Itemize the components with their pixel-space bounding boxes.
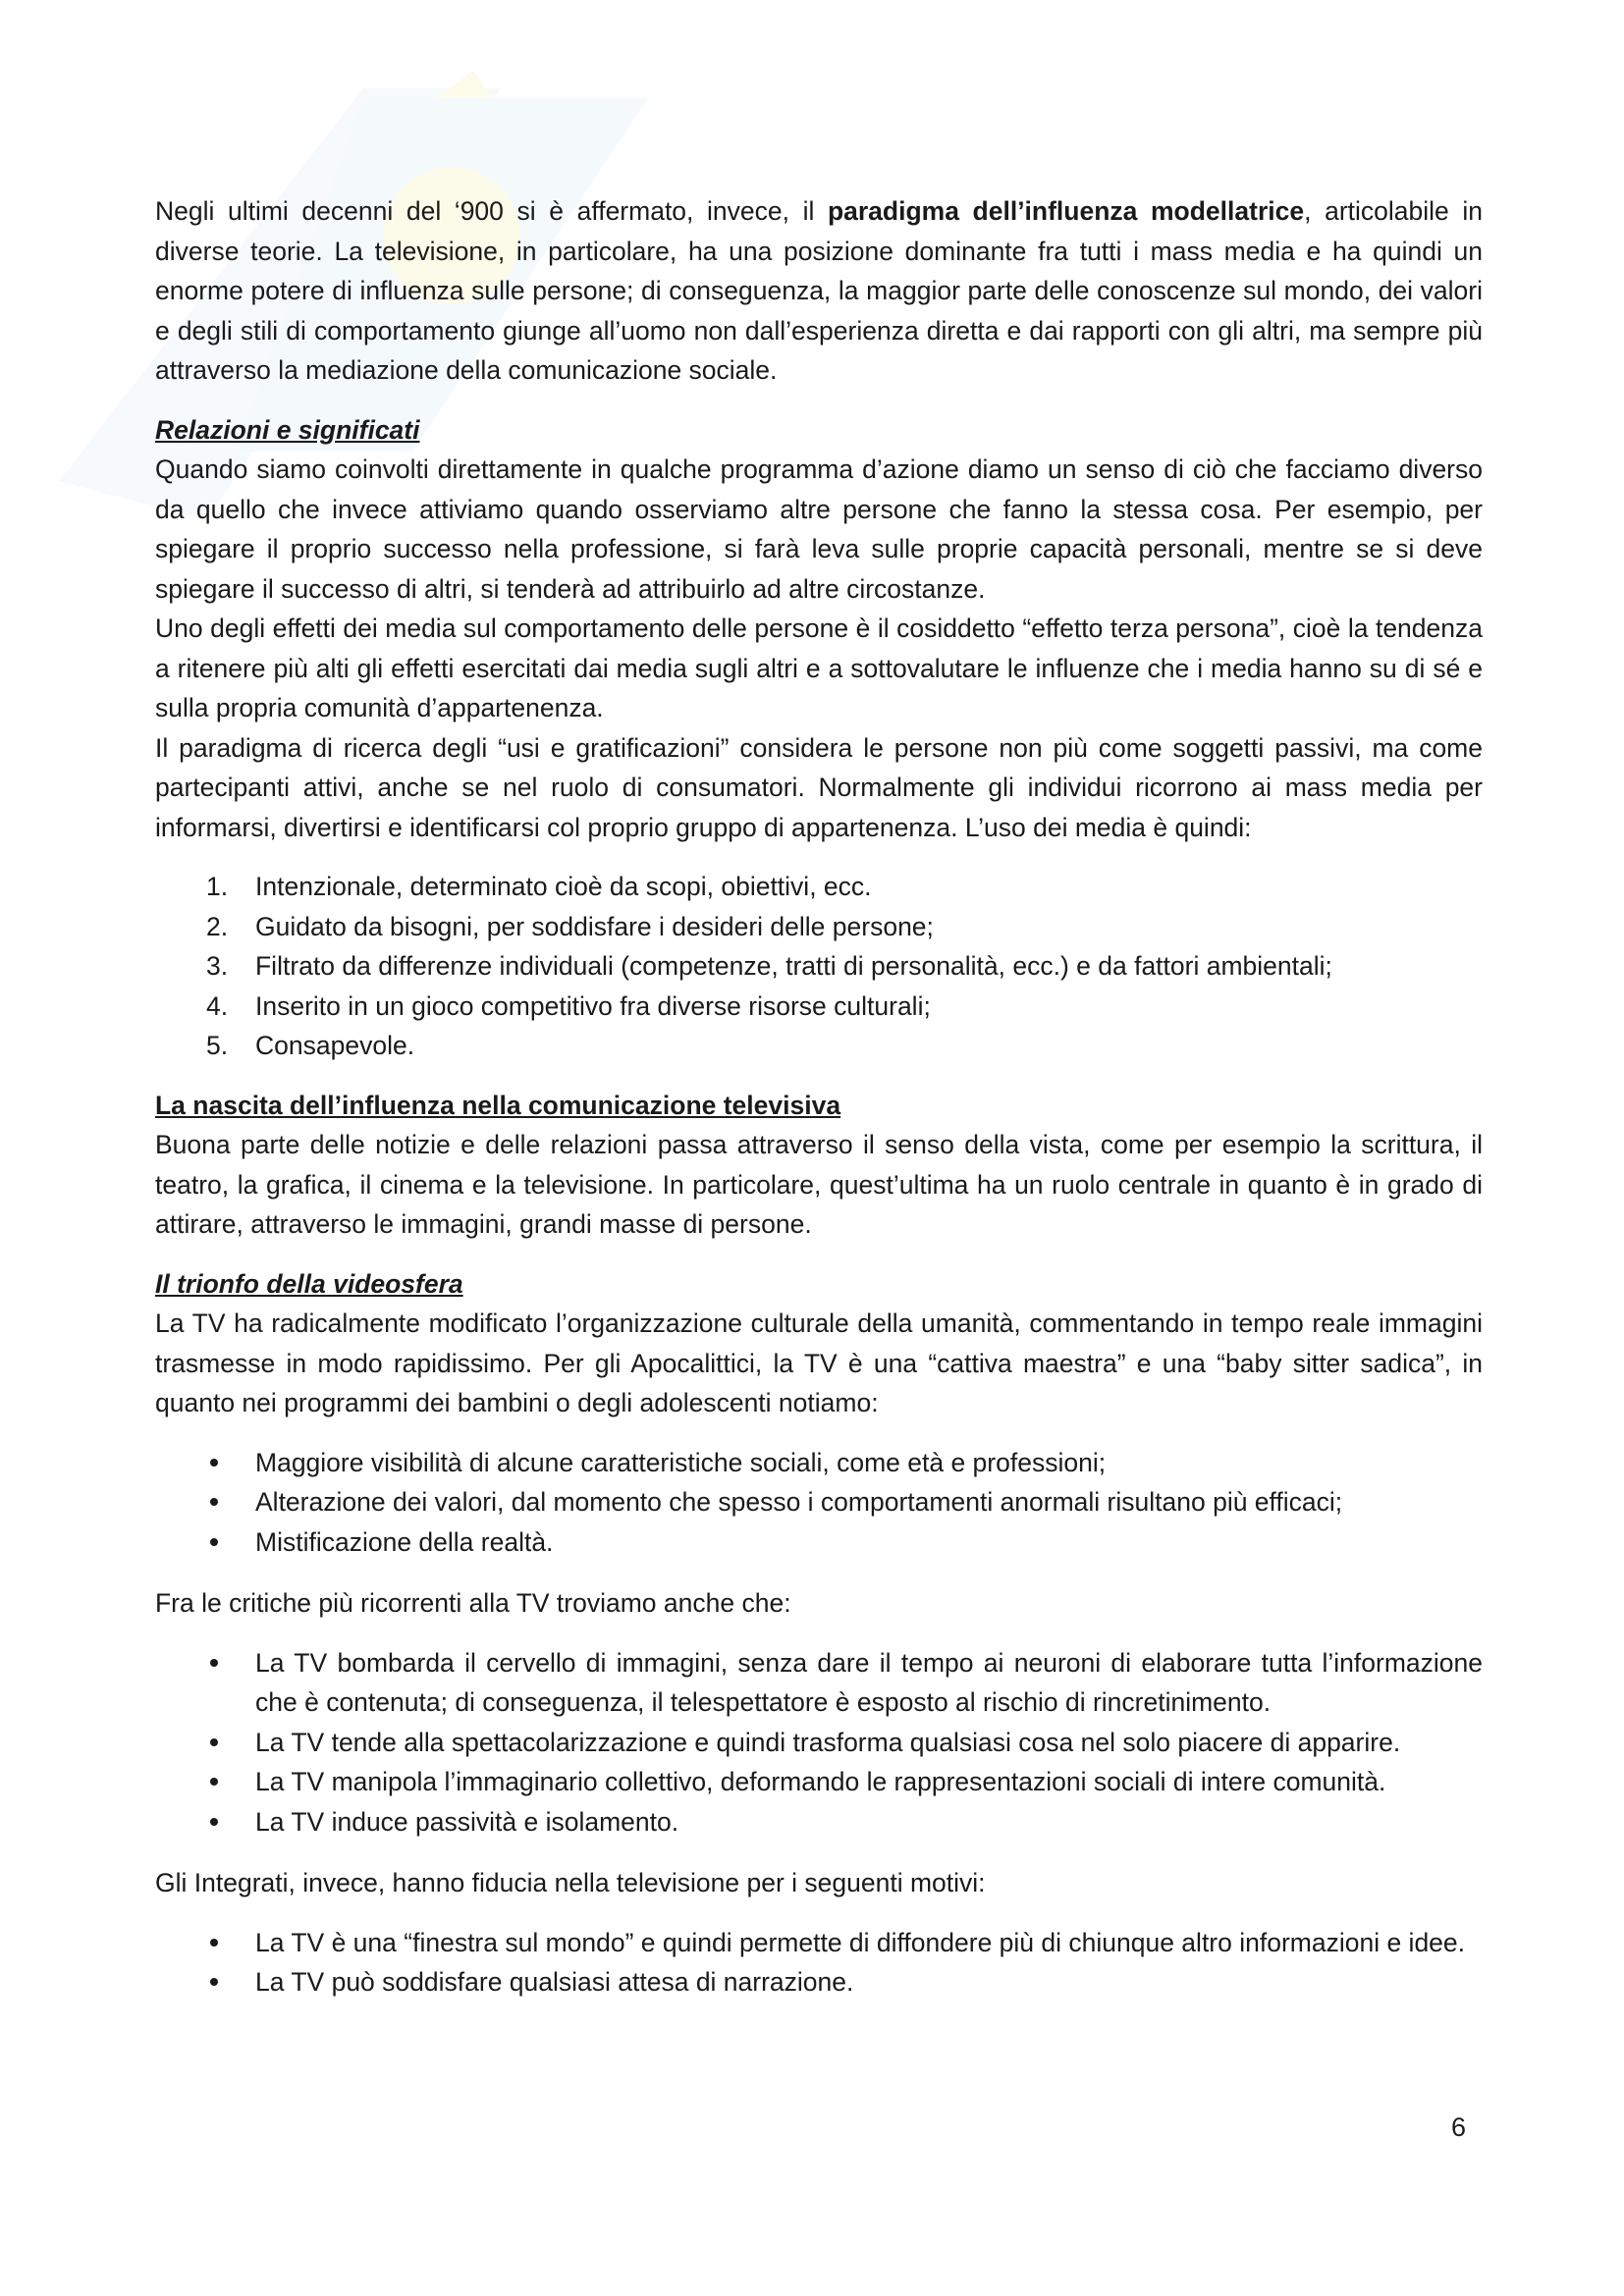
list-item: La TV bombarda il cervello di immagini, senza dare il tempo ai neuroni di elaborare tutta l’informazione che è contenuta; di conseguenza, il telespettatore è esposto al rischio di rincretinimento. bbox=[155, 1643, 1483, 1723]
document-body bbox=[155, 191, 1483, 2002]
section-title-nascita: La nascita dell’influenza nella comunicazione televisiva bbox=[155, 1090, 841, 1120]
bold-term: paradigma dell’influenza modellatrice bbox=[827, 196, 1305, 226]
bullet-list bbox=[155, 1443, 1483, 1563]
bullet-icon bbox=[210, 1738, 218, 1746]
list-item: 4. Inserito in un gioco competitivo fra diverse risorse culturali; bbox=[206, 990, 931, 1021]
list-item: La TV tende alla spettacolarizzazione e quindi trasforma qualsiasi cosa nel solo piacere di apparire. bbox=[155, 1723, 1483, 1763]
bullet-list bbox=[155, 1643, 1483, 1842]
list-item: La TV può soddisfare qualsiasi attesa di narrazione. bbox=[155, 1962, 1483, 2002]
section-title-videosfera: Il trionfo della videosfera bbox=[155, 1268, 463, 1299]
bullet-icon bbox=[210, 1939, 218, 1947]
bullet-icon bbox=[210, 1498, 218, 1506]
bullet-list bbox=[155, 1923, 1483, 2002]
list-item: Mistificazione della realtà. bbox=[155, 1522, 1483, 1563]
bullet-icon bbox=[210, 1778, 218, 1786]
intro-paragraph: Negli ultimi decenni del ‘900 si è affermato, invece, il paradigma dell’influenza modellatrice, articolabile in diverse teorie. La televisione, in particolare, ha una posizione dominante fra tutti i mass media e ha quindi un enorme potere di influenza sulle persone; di conseguenza, la maggior parte delle conoscenze sul mondo, dei valori e degli stili di comportamento giunge all’uomo non dall’esperienza diretta e dai rapporti con gli altri, ma sempre più attraverso la mediazione della comunicazione sociale. bbox=[155, 196, 1483, 385]
paragraph: Il paradigma di ricerca degli “usi e gratificazioni” considera le persone non più come soggetti passivi, ma come partecipanti attivi, anche se nel ruolo di consumatori. Normalmente gli individui ricorrono ai mass media per informarsi, divertirsi e identificarsi col proprio gruppo di appartenenza. L’uso dei media è quindi: bbox=[155, 732, 1483, 842]
bullet-icon bbox=[210, 1978, 218, 1986]
list-item: 5. Consapevole. bbox=[206, 1031, 415, 1060]
list-item: 2. Guidato da bisogni, per soddisfare i desideri delle persone; bbox=[206, 911, 934, 941]
list-item: La TV è una “finestra sul mondo” e quindi permette di diffondere più di chiunque altro informazioni e idee. bbox=[155, 1923, 1483, 1963]
paragraph: Fra le critiche più ricorrenti alla TV troviamo anche che: bbox=[155, 1588, 791, 1618]
list-item: La TV induce passività e isolamento. bbox=[155, 1802, 1483, 1842]
bullet-icon bbox=[210, 1818, 218, 1826]
list-item: 3. Filtrato da differenze individuali (competenze, tratti di personalità, ecc.) e da fattori ambientali; bbox=[206, 951, 1332, 981]
bullet-icon bbox=[210, 1538, 218, 1546]
paragraph: Buona parte delle notizie e delle relazioni passa attraverso il senso della vista, come per esempio la scrittura, il teatro, la grafica, il cinema e la televisione. In particolare, quest’ultima ha un ruolo centrale in quanto è in grado di attirare, attraverso le immagini, grandi masse di persone. bbox=[155, 1130, 1483, 1239]
paragraph: Uno degli effetti dei media sul comportamento delle persone è il cosiddetto “effetto terza persona”, cioè la tendenza a ritenere più alti gli effetti esercitati dai media sugli altri e a sottovalutare le influenze che i media hanno su di sé e sulla propria comunità d’appartenenza. bbox=[155, 614, 1483, 722]
paragraph: La TV ha radicalmente modificato l’organizzazione culturale della umanità, commentando in tempo reale immagini trasmesse in modo rapidissimo. Per gli Apocalittici, la TV è una “cattiva maestra” e una “baby sitter sadica”, in quanto nei programmi dei bambini o degli adolescenti notiamo: bbox=[155, 1308, 1483, 1417]
paragraph: Gli Integrati, invece, hanno fiducia nella televisione per i seguenti motivi: bbox=[155, 1868, 986, 1897]
list-item: 1. Intenzionale, determinato cioè da scopi, obiettivi, ecc. bbox=[206, 872, 872, 901]
bullet-icon bbox=[210, 1659, 218, 1667]
list-item: Alterazione dei valori, dal momento che spesso i comportamenti anormali risultano più efficaci; bbox=[155, 1482, 1483, 1522]
page-number: 6 bbox=[1451, 2112, 1467, 2142]
list-item: Maggiore visibilità di alcune caratteristiche sociali, come età e professioni; bbox=[155, 1443, 1483, 1483]
bullet-icon bbox=[210, 1459, 218, 1467]
paragraph: Quando siamo coinvolti direttamente in qualche programma d’azione diamo un senso di ciò che facciamo diverso da quello che invece attiviamo quando osserviamo altre persone che fanno la stessa cosa. Per esempio, per spiegare il proprio successo nella professione, si farà leva sulle proprie capacità personali, mentre se si deve spiegare il successo di altri, si tenderà ad attribuirlo ad altre circostanze. bbox=[155, 454, 1483, 604]
list-item: La TV manipola l’immaginario collettivo, deformando le rappresentazioni sociali di intere comunità. bbox=[155, 1762, 1483, 1802]
numbered-list bbox=[155, 867, 1483, 1066]
section-title-relazioni: Relazioni e significati bbox=[155, 414, 420, 445]
